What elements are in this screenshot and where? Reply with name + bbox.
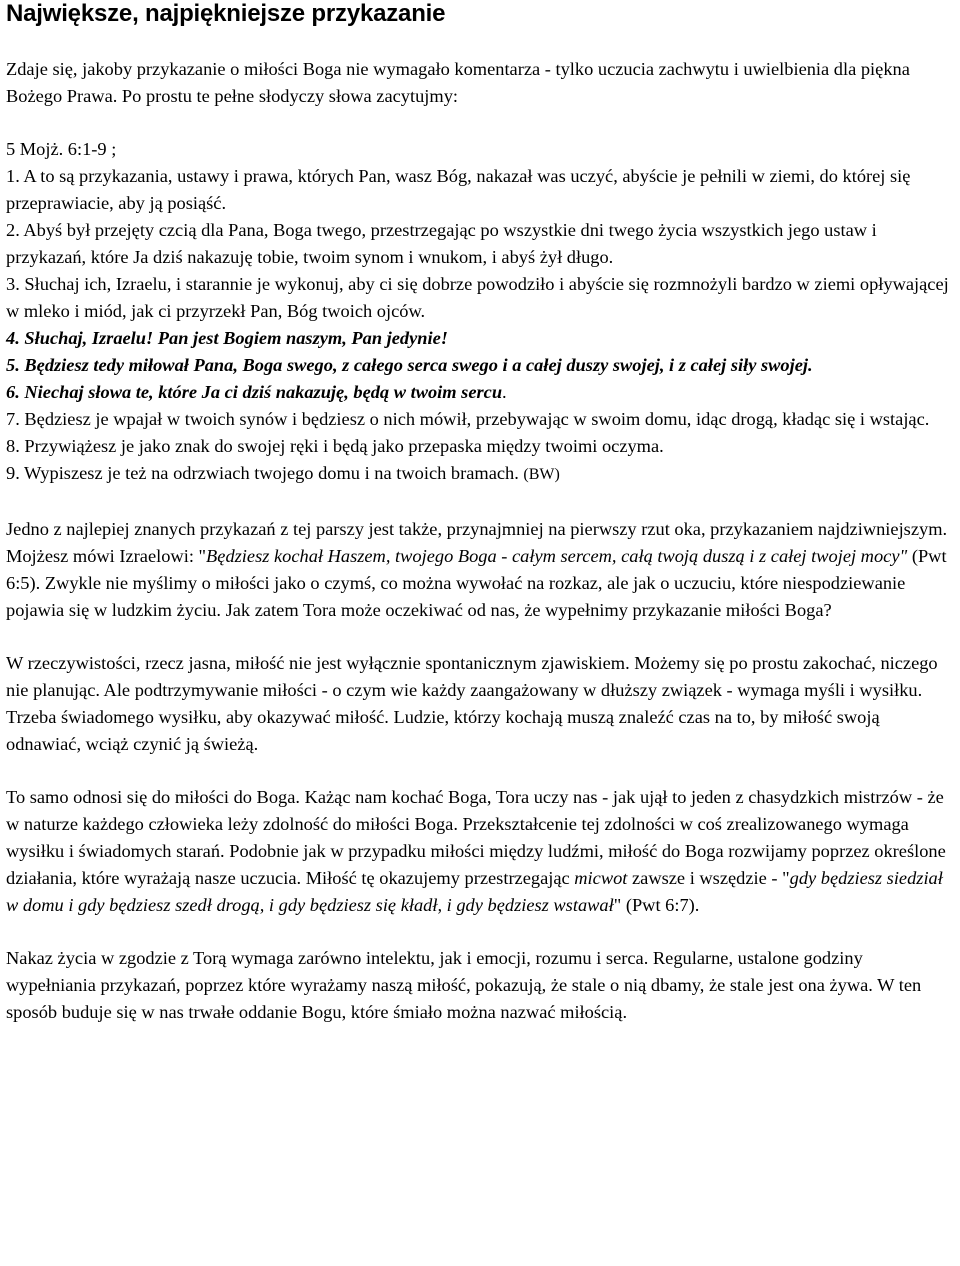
commentary-paragraph-1 bbox=[6, 516, 954, 624]
intro-paragraph: Zdaje się, jakoby przykazanie o miłości Boga nie wymagało komentarza - tylko uczucia zachwytu i uwielbienia dla piękna Bożego Prawa. Po prostu te pełne słodyczy słowa zacytujmy: bbox=[6, 59, 910, 106]
para3-end: " (Pwt 6:7). bbox=[613, 895, 700, 915]
commentary-paragraph-2: W rzeczywistości, rzecz jasna, miłość nie jest wyłącznie spontanicznym zjawiskiem. Możemy się po prostu zakochać, niczego nie planując. Ale podtrzymywanie miłości - o czym wie każdy zaangażowany w dłuższy związek - wymaga myśli i wysiłku. Trzeba świadomego wysiłku, aby okazywać miłość. Ludzie, którzy kochają muszą znaleźć czas na to, by miłość swoją odnawiać, wciąż czynić ją świeżą. bbox=[6, 653, 938, 754]
para3-middle: zawsze i wszędzie - " bbox=[627, 868, 790, 888]
para3-term: micwot bbox=[574, 868, 628, 888]
verse-2: 2. Abyś był przejęty czcią dla Pana, Boga twego, przestrzegając po wszystkie dni twego życia wszystkich jego ustaw i przykazań, które Ja dziś nakazuję tobie, twoim synom i wnukom, i abyś żył długo. bbox=[6, 220, 877, 267]
verse-6 bbox=[6, 379, 954, 406]
verse-1: 1. A to są przykazania, ustawy i prawa, których Pan, wasz Bóg, nakazał was uczyć, abyście je pełnili w ziemi, do której się przeprawiacie, aby ją posiąść. bbox=[6, 166, 911, 213]
verse-5-text: 5. Będziesz tedy miłował Pana, Boga swego, z całego serca swego i a całej duszy swojej, i z całej siły swojej. bbox=[6, 355, 813, 375]
verse-6-period: . bbox=[502, 382, 507, 402]
para3-quote: gdy będziesz siedział w domu i gdy będziesz szedł drogą, i gdy będziesz się kładł, i gdy będziesz wstawał bbox=[6, 868, 943, 915]
translation-source: (BW) bbox=[523, 466, 560, 483]
document-title: Największe, najpiękniejsze przykazanie bbox=[6, 0, 446, 27]
verse-9-text: 9. Wypiszesz je też na odrzwiach twojego domu i na twoich bramach. bbox=[6, 463, 519, 483]
verse-9 bbox=[6, 460, 954, 488]
verse-4-text: 4. Słuchaj, Izraelu! Pan jest Bogiem naszym, Pan jedynie! bbox=[6, 328, 448, 348]
para1-rest: (Pwt 6:5). Zwykle nie myślimy o miłości jako o czymś, co można wywołać na rozkaz, ale jak o uczuciu, które niespodziewanie pojawia się w ludzkim życiu. Jak zatem Tora może oczekiwać od nas, że wypełnimy przykazanie miłości Boga? bbox=[6, 546, 947, 620]
verse-3: 3. Słuchaj ich, Izraelu, i starannie je wykonuj, aby ci się dobrze powodziło i abyście się rozmnożyli bardzo w ziemi opływającej w mleko i miód, jak ci przyrzekł Pan, Bóg twoich ojców. bbox=[6, 274, 949, 321]
verse-4 bbox=[6, 325, 954, 352]
para3-intro: To samo odnosi się do miłości do Boga. Każąc nam kochać Boga, Tora uczy nas - jak ujął to jeden z chasydzkich mistrzów - że w naturze każdego człowieka leży zdolność do miłości Boga. Przekształcenie tej zdolności w coś zrealizowanego wymaga wysiłku i świadomych starań. Podobnie jak w przypadku miłości między ludźmi, miłość do Boga rozwijamy poprzez określone działania, które wyrażają nasze uczucia. Miłość tę okazujemy przestrzegając bbox=[6, 787, 946, 888]
verse-7: 7. Będziesz je wpajał w twoich synów i będziesz o nich mówił, przebywając w swoim domu, idąc drogą, kładąc się i wstając. bbox=[6, 409, 930, 429]
verse-5 bbox=[6, 352, 954, 379]
verse-6-text: 6. Niechaj słowa te, które Ja ci dziś nakazuję, będą w twoim sercu bbox=[6, 382, 503, 402]
scripture-passage bbox=[6, 136, 954, 488]
commentary-paragraph-3 bbox=[6, 784, 954, 919]
para1-intro: Jedno z najlepiej znanych przykazań z tej parszy jest także, przynajmniej na pierwszy rzut oka, przykazaniem najdziwniejszym. Mojżesz mówi Izraelowi: " bbox=[6, 519, 948, 566]
scripture-reference: 5 Mojż. 6:1-9 ; bbox=[6, 139, 117, 159]
para1-quote: Będziesz kochał Haszem, twojego Boga - całym sercem, całą twoją duszą i z całej twojej mocy" bbox=[206, 546, 908, 566]
commentary-paragraph-4: Nakaz życia w zgodzie z Torą wymaga zarówno intelektu, jak i emocji, rozumu i serca. Regularne, ustalone godziny wypełniania przykazań, poprzez które wyrażamy naszą miłość, pokazują, że stale o nią dbamy, że stale jest ona żywa. W ten sposób buduje się w nas trwałe oddanie Bogu, które śmiało można nazwać miłością. bbox=[6, 948, 922, 1022]
verse-8: 8. Przywiążesz je jako znak do swojej ręki i będą jako przepaska między twoimi oczyma. bbox=[6, 436, 664, 456]
